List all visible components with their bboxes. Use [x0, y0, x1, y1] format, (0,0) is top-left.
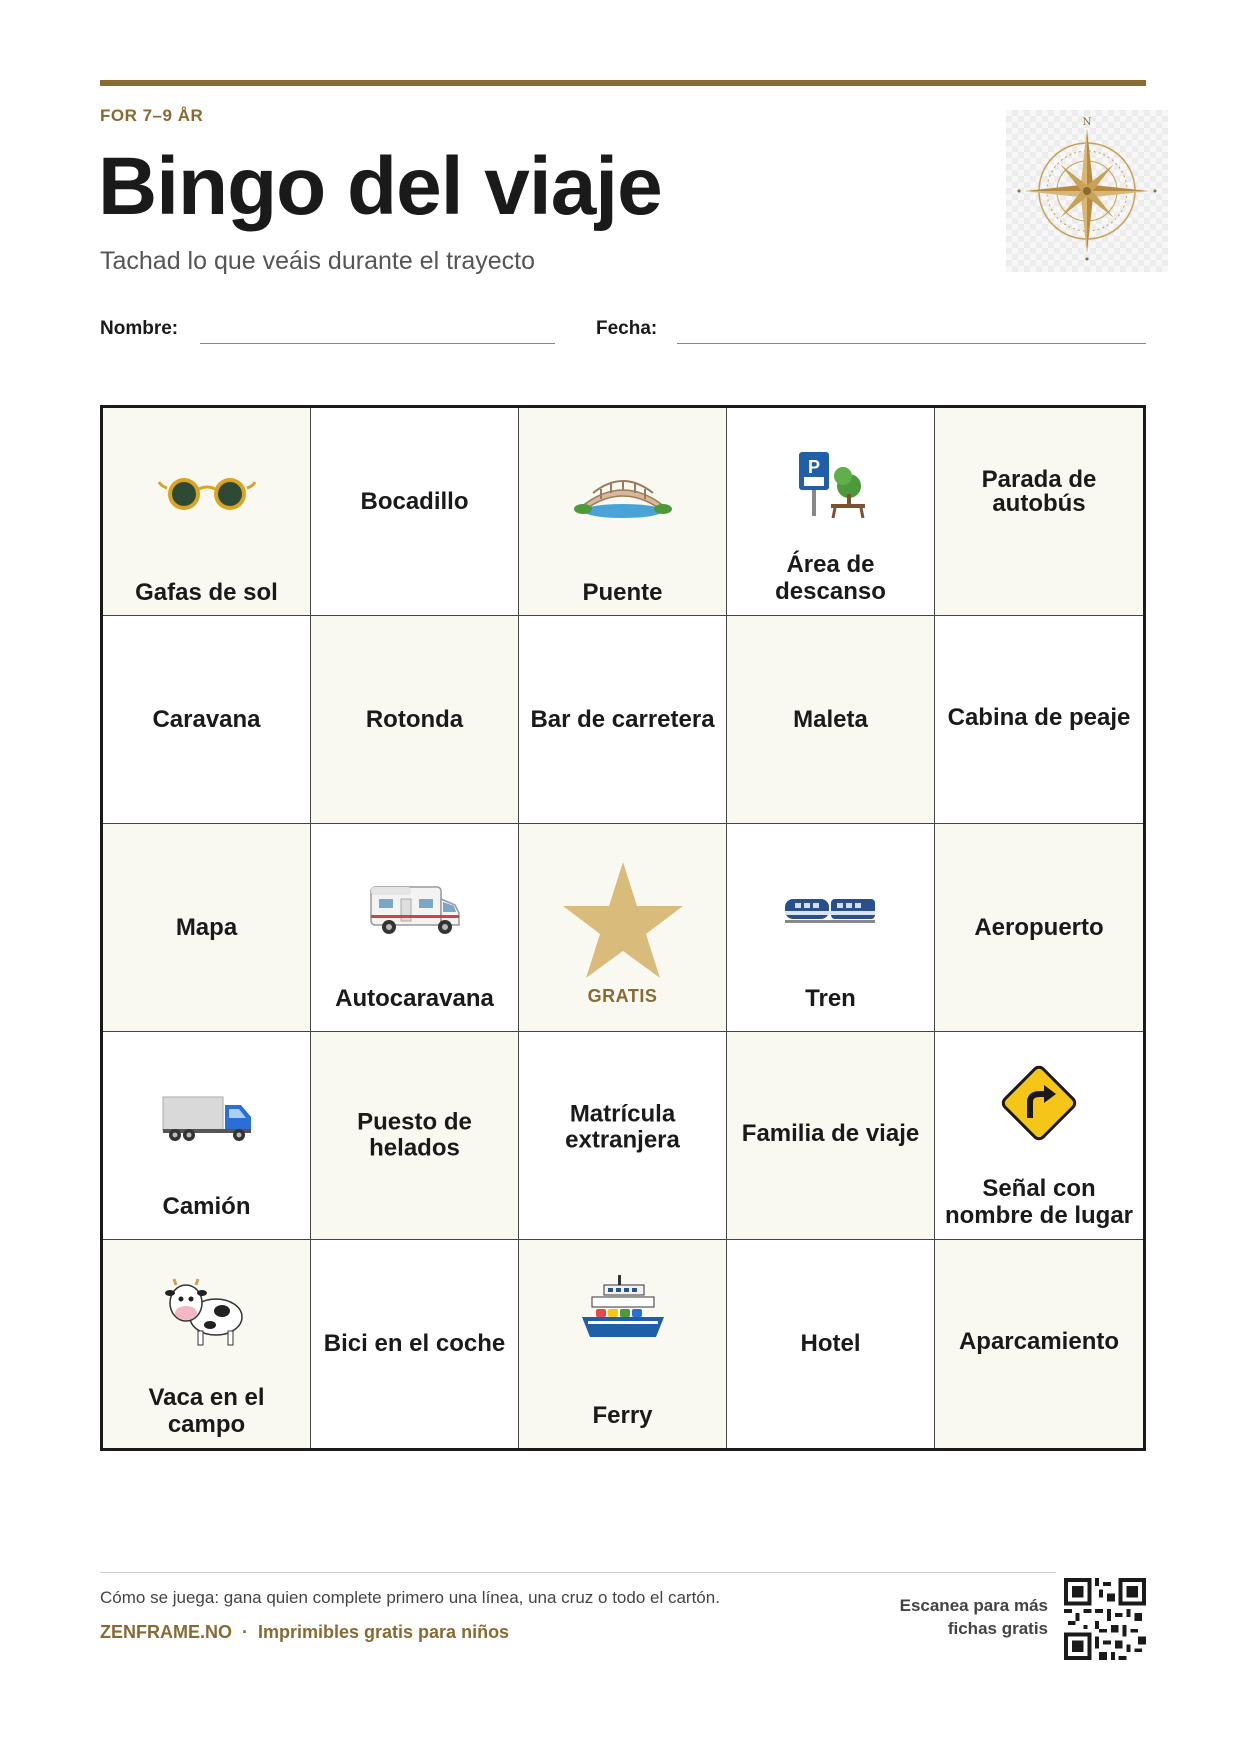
bingo-cell[interactable]: [519, 1240, 727, 1448]
cell-label: Puesto de helados: [357, 1108, 472, 1162]
bingo-cell[interactable]: [519, 408, 727, 616]
ferry-icon: [568, 1266, 678, 1356]
bingo-cell[interactable]: [727, 1032, 935, 1240]
train-icon: [776, 864, 886, 954]
cell-label: Hotel: [800, 1330, 861, 1357]
cow-icon: [152, 1268, 262, 1358]
bingo-cell[interactable]: [311, 1240, 519, 1448]
bingo-cell[interactable]: [103, 408, 311, 616]
top-rule: [100, 80, 1146, 86]
bingo-cell[interactable]: [103, 1032, 311, 1240]
cell-label: Maleta: [793, 705, 868, 733]
page-subtitle: Tachad lo que veáis durante el trayecto: [100, 247, 535, 275]
brand-link[interactable]: ZENFRAME.NO: [100, 1622, 232, 1642]
cell-label: Área de descanso: [775, 551, 886, 605]
bingo-cell[interactable]: [935, 408, 1143, 616]
footer-brand: [100, 1622, 509, 1643]
bridge-icon: [568, 448, 678, 538]
page-title: Bingo del viaje: [98, 141, 662, 232]
bingo-cell[interactable]: [103, 616, 311, 824]
scan-text-line-1: Escanea para más: [899, 1596, 1048, 1615]
bingo-cell[interactable]: [311, 824, 519, 1032]
how-to-play: Cómo se juega: gana quien complete primero una línea, una cruz o todo el cartón.: [100, 1588, 720, 1607]
bingo-cell[interactable]: [935, 1032, 1143, 1240]
truck-icon: [152, 1072, 262, 1162]
brand-separator: ·: [242, 1622, 248, 1642]
motorhome-icon: [360, 864, 470, 954]
bingo-cell[interactable]: [935, 616, 1143, 824]
cell-label: Bici en el coche: [323, 1330, 506, 1357]
bingo-cell[interactable]: [727, 824, 935, 1032]
svg-text:N: N: [1082, 117, 1092, 128]
star-icon: [562, 862, 684, 983]
footer-divider: [100, 1572, 1056, 1573]
bingo-cell[interactable]: [935, 824, 1143, 1032]
bingo-cell[interactable]: [311, 408, 519, 616]
bingo-cell[interactable]: [727, 616, 935, 824]
cell-label: Mapa: [175, 913, 238, 941]
scan-prompt: [880, 1595, 1048, 1641]
qr-code-icon[interactable]: [1064, 1578, 1146, 1660]
cell-label: Tren: [805, 985, 856, 1012]
bingo-cell[interactable]: [727, 408, 935, 616]
bingo-cell[interactable]: [519, 824, 727, 1032]
cell-label: Aeropuerto: [974, 913, 1104, 941]
cell-label: Camión: [162, 1193, 251, 1220]
road-sign-icon: [984, 1058, 1094, 1148]
age-range: FOR 7–9 ÅR: [100, 106, 204, 125]
svg-text:P: P: [807, 456, 820, 477]
cell-label: Familia de viaje: [741, 1119, 920, 1147]
bingo-cell[interactable]: [519, 1032, 727, 1240]
bingo-cell[interactable]: [103, 1240, 311, 1448]
cell-label: Puente: [582, 579, 663, 606]
cell-label: Rotonda: [365, 705, 464, 733]
bingo-cell[interactable]: [519, 616, 727, 824]
cell-label: Bocadillo: [360, 487, 469, 515]
rest-area-icon: [776, 438, 886, 528]
bingo-cell[interactable]: [935, 1240, 1143, 1448]
cell-label: Gafas de sol: [135, 579, 278, 606]
bingo-cell[interactable]: [103, 824, 311, 1032]
cell-label: Autocaravana: [335, 985, 494, 1012]
date-field[interactable]: [677, 343, 1146, 344]
bingo-cell[interactable]: [311, 616, 519, 824]
cell-label: Señal con nombre de lugar: [944, 1175, 1134, 1229]
cell-label: Cabina de peaje: [947, 703, 1131, 731]
scan-text-line-2: fichas gratis: [947, 1618, 1048, 1638]
cell-label: Aparcamiento: [958, 1328, 1120, 1355]
free-space-label: GRATIS: [587, 986, 658, 1006]
name-label: Nombre:: [100, 318, 179, 339]
bingo-cell[interactable]: [311, 1032, 519, 1240]
bingo-cell[interactable]: [727, 1240, 935, 1448]
compass-rose-icon: [1006, 110, 1168, 272]
brand-tagline: Imprimibles gratis para niños: [258, 1622, 510, 1642]
sunglasses-icon: [152, 448, 262, 538]
cell-label: Bar de carretera: [530, 705, 715, 733]
cell-label: Vaca en el campo: [148, 1384, 265, 1438]
cell-label: Caravana: [152, 705, 261, 733]
cell-label: Matrícula extranjera: [565, 1100, 680, 1154]
bingo-grid: [100, 405, 1146, 1451]
name-field[interactable]: [200, 343, 555, 344]
date-label: Fecha:: [596, 318, 658, 339]
cell-label: Ferry: [592, 1402, 653, 1429]
cell-label: Parada de autobús: [981, 465, 1097, 517]
